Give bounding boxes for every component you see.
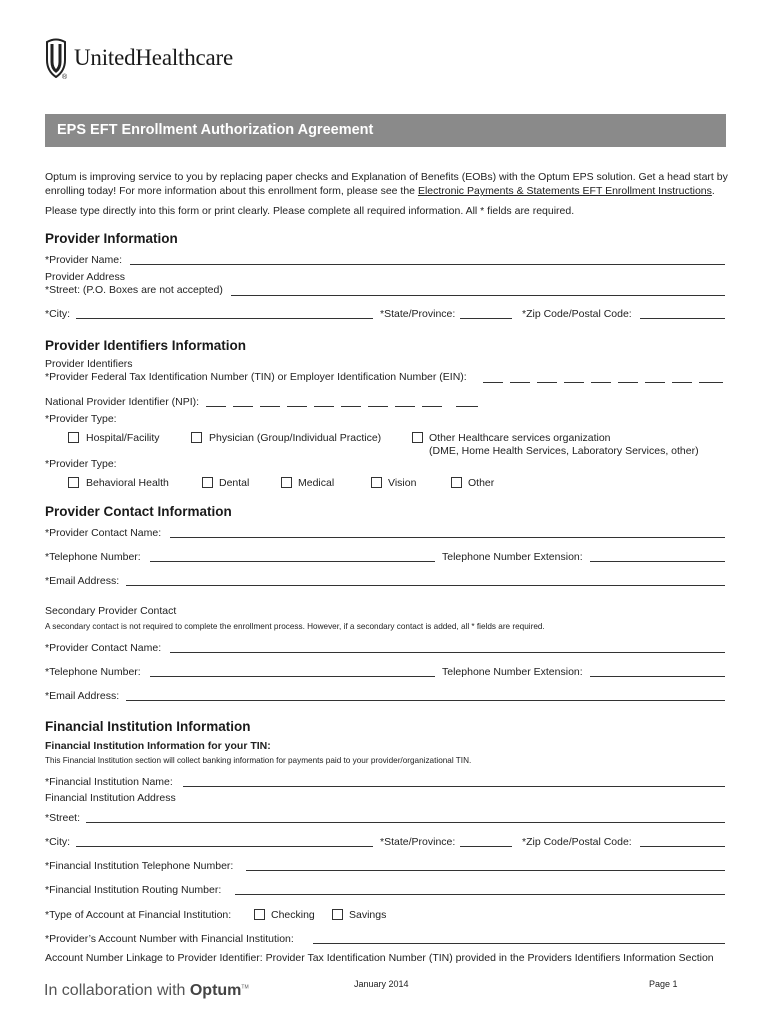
- npi-digit-field[interactable]: [206, 406, 226, 407]
- collab-text: In collaboration with: [44, 982, 190, 999]
- contact-name-label: *Provider Contact Name:: [45, 527, 162, 539]
- zip-label: *Zip Code/Postal Code:: [522, 308, 632, 320]
- intro-line-1: Optum is improving service to you by replacing paper checks and Explanation of Benefits (EOBs) with the Optum EPS solution. Get a head start by: [45, 171, 728, 183]
- fi-phone-field[interactable]: [246, 870, 725, 871]
- telephone-label-2: *Telephone Number:: [45, 666, 141, 678]
- savings-label: Savings: [349, 909, 387, 921]
- provider-name-field[interactable]: [130, 264, 725, 265]
- tin-digit-field[interactable]: [618, 382, 638, 383]
- secondary-contact-note: A secondary contact is not required to complete the enrollment process. However, if a secondary contact is added, all * fields are required.: [45, 622, 545, 631]
- footer-date: January 2014: [354, 979, 409, 989]
- linkage-label: Account Number Linkage to Provider Identifier: Provider Tax Identification Number (TIN) provided in the Providers Identifiers Information Section: [45, 952, 714, 964]
- city-label: *City:: [45, 308, 71, 320]
- fi-street-field[interactable]: [86, 822, 725, 823]
- provider-info-heading: Provider Information: [45, 231, 178, 246]
- fi-state-field[interactable]: [460, 846, 512, 847]
- provider-type-label-1: *Provider Type:: [45, 413, 117, 425]
- vision-checkbox[interactable]: [371, 477, 382, 488]
- identifiers-sub-label: Provider Identifiers: [45, 358, 133, 370]
- email-label: *Email Address:: [45, 575, 120, 587]
- telephone-field-2[interactable]: [150, 676, 435, 677]
- fi-zip-label: *Zip Code/Postal Code:: [522, 836, 632, 848]
- email-field-2[interactable]: [126, 700, 725, 701]
- trademark-mark: TM: [241, 984, 249, 991]
- extension-label-2: Telephone Number Extension:: [442, 666, 583, 678]
- savings-checkbox[interactable]: [332, 909, 343, 920]
- npi-digit-field[interactable]: [368, 406, 388, 407]
- fi-routing-label: *Financial Institution Routing Number:: [45, 884, 222, 896]
- checking-label: Checking: [271, 909, 315, 921]
- fi-routing-field[interactable]: [235, 894, 725, 895]
- tin-digit-field[interactable]: [645, 382, 665, 383]
- fi-address-label: Financial Institution Address: [45, 792, 176, 804]
- shield-logo-icon: [44, 38, 68, 78]
- npi-digit-field[interactable]: [260, 406, 280, 407]
- npi-digit-field[interactable]: [422, 406, 442, 407]
- financial-note: This Financial Institution section will collect banking information for payments paid to your provider/organizational TIN.: [45, 756, 472, 765]
- fi-zip-field[interactable]: [640, 846, 725, 847]
- optum-collaboration: [44, 982, 249, 1000]
- npi-digit-field[interactable]: [233, 406, 253, 407]
- npi-digit-field[interactable]: [287, 406, 307, 407]
- instructions-link[interactable]: Electronic Payments & Statements EFT Enrollment Instructions: [417, 185, 712, 197]
- hospital-checkbox[interactable]: [68, 432, 79, 443]
- medical-checkbox[interactable]: [281, 477, 292, 488]
- form-title: EPS EFT Enrollment Authorization Agreement: [57, 122, 374, 138]
- fi-phone-label: *Financial Institution Telephone Number:: [45, 860, 234, 872]
- email-label-2: *Email Address:: [45, 690, 120, 702]
- checking-checkbox[interactable]: [254, 909, 265, 920]
- intro-line-3: Please type directly into this form or print clearly. Please complete all required information. All * fields are required.: [45, 205, 575, 217]
- vision-label: Vision: [388, 477, 417, 489]
- provider-name-label: *Provider Name:: [45, 254, 123, 266]
- tin-digit-field[interactable]: [699, 382, 723, 383]
- tin-digit-field[interactable]: [564, 382, 584, 383]
- zip-field[interactable]: [640, 318, 725, 319]
- registered-mark: ®: [62, 74, 68, 81]
- financial-subheading: Financial Institution Information for your TIN:: [45, 740, 271, 752]
- street-field[interactable]: [231, 295, 725, 296]
- tin-label: *Provider Federal Tax Identification Number (TIN) or Employer Identification Number (EIN):: [45, 371, 467, 383]
- contact-name-field-2[interactable]: [170, 652, 725, 653]
- tin-digit-field[interactable]: [591, 382, 611, 383]
- fi-city-label: *City:: [45, 836, 71, 848]
- tin-digit-field[interactable]: [537, 382, 557, 383]
- intro-line-2-text: enrolling today! For more information about this enrollment form, please see the: [45, 185, 418, 197]
- contact-heading: Provider Contact Information: [45, 504, 232, 519]
- other-org-checkbox[interactable]: [412, 432, 423, 443]
- npi-digit-field[interactable]: [341, 406, 361, 407]
- physician-option-label: Physician (Group/Individual Practice): [209, 432, 382, 444]
- other-type-checkbox[interactable]: [451, 477, 462, 488]
- fi-name-label: *Financial Institution Name:: [45, 776, 173, 788]
- title-banner: [45, 114, 726, 147]
- other-type-label: Other: [468, 477, 495, 489]
- intro-period: .: [711, 185, 715, 197]
- fi-name-field[interactable]: [183, 786, 725, 787]
- hospital-option-label: Hospital/Facility: [86, 432, 160, 444]
- provider-type-label-2: *Provider Type:: [45, 458, 117, 470]
- identifiers-heading: Provider Identifiers Information: [45, 338, 247, 353]
- npi-digit-field[interactable]: [314, 406, 334, 407]
- state-label: *State/Province:: [380, 308, 456, 320]
- extension-field-2[interactable]: [590, 676, 725, 677]
- fi-state-label: *State/Province:: [380, 836, 456, 848]
- medical-label: Medical: [298, 477, 335, 489]
- account-type-label: *Type of Account at Financial Institution:: [45, 909, 232, 921]
- secondary-contact-label: Secondary Provider Contact: [45, 605, 177, 617]
- email-field[interactable]: [126, 585, 725, 586]
- page-number: Page 1: [649, 979, 678, 989]
- city-field[interactable]: [76, 318, 373, 319]
- street-label: *Street: (P.O. Boxes are not accepted): [45, 284, 223, 296]
- financial-heading: Financial Institution Information: [45, 719, 251, 734]
- npi-digit-field[interactable]: [456, 406, 478, 407]
- fi-city-field[interactable]: [76, 846, 373, 847]
- tin-digit-field[interactable]: [510, 382, 530, 383]
- account-number-field[interactable]: [313, 943, 725, 944]
- npi-label: National Provider Identifier (NPI):: [45, 396, 200, 408]
- optum-brand: Optum: [189, 982, 242, 999]
- contact-name-label-2: *Provider Contact Name:: [45, 642, 162, 654]
- dental-checkbox[interactable]: [202, 477, 213, 488]
- dental-label: Dental: [219, 477, 250, 489]
- telephone-field[interactable]: [150, 561, 435, 562]
- fi-street-label: *Street:: [45, 812, 81, 824]
- provider-address-label: Provider Address: [45, 271, 125, 283]
- extension-label: Telephone Number Extension:: [442, 551, 583, 563]
- tin-digit-field[interactable]: [672, 382, 692, 383]
- npi-digit-field[interactable]: [395, 406, 415, 407]
- telephone-label: *Telephone Number:: [45, 551, 141, 563]
- extension-field[interactable]: [590, 561, 725, 562]
- unitedhealthcare-logo: [44, 38, 233, 81]
- tin-digit-field[interactable]: [483, 382, 503, 383]
- brand-name: UnitedHealthcare: [74, 45, 233, 70]
- physician-checkbox[interactable]: [191, 432, 202, 443]
- other-org-note: (DME, Home Health Services, Laboratory Services, other): [429, 445, 699, 457]
- state-field[interactable]: [460, 318, 512, 319]
- other-org-option-label: Other Healthcare services organization: [429, 432, 611, 444]
- intro-line-2: [45, 185, 715, 198]
- behavioral-health-label: Behavioral Health: [86, 477, 169, 489]
- account-number-label: *Provider’s Account Number with Financial Institution:: [45, 933, 294, 945]
- contact-name-field[interactable]: [170, 537, 725, 538]
- behavioral-health-checkbox[interactable]: [68, 477, 79, 488]
